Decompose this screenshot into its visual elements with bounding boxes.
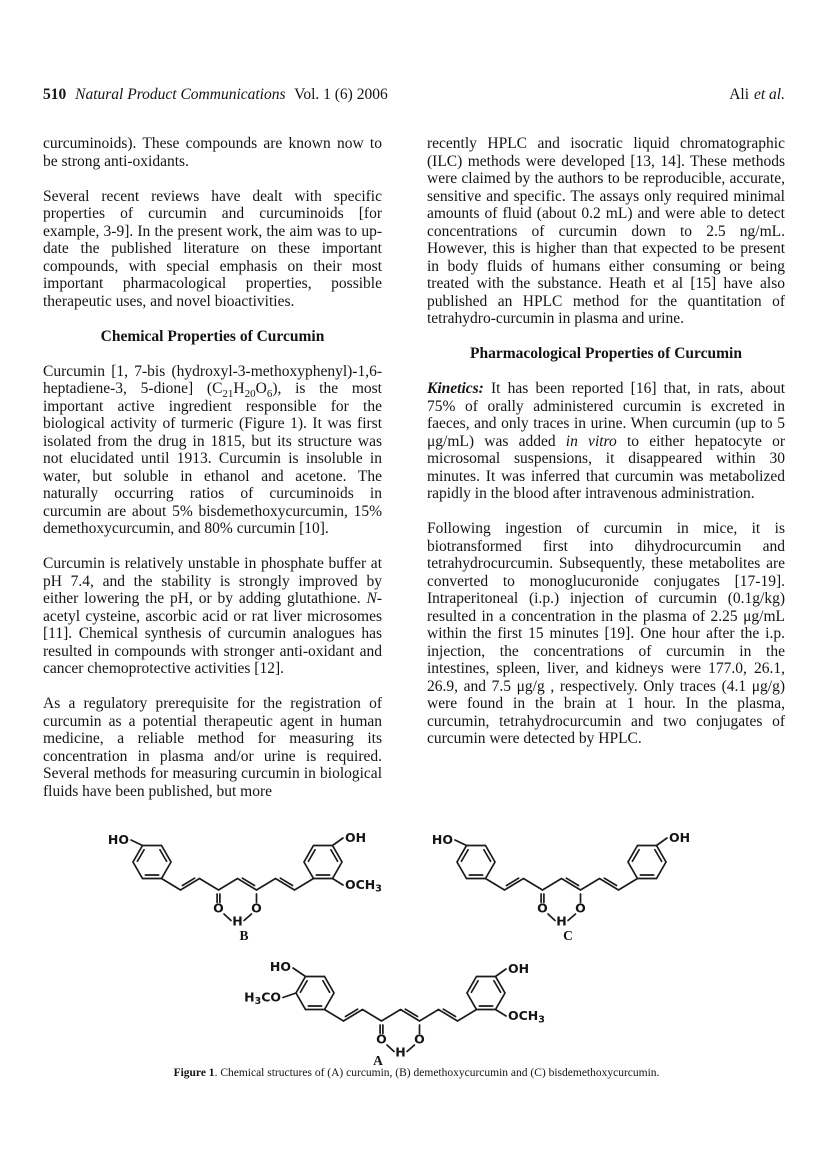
paragraph: Curcumin is relatively unstable in phosphate buffer at pH 7.4, and the stability is strongly improved by either lowering the pH, or by adding glutathione. N-acetyl cysteine, ascorbic acid or rat liver microsomes [11]. Chemical synthesis of curcumin analogues has resulted in compounds with stronger anti-oxidant and cancer chemoprotective activities [12]. — [43, 555, 382, 677]
structure-c-diagram — [428, 816, 738, 946]
volume-info: Vol. 1 (6) 2006 — [294, 86, 388, 103]
figure-caption-text: . Chemical structures of (A) curcumin, (B) demethoxycurcumin and (C) bisdemethoxycurcumin. — [214, 1067, 660, 1079]
oh-label: OH — [345, 830, 367, 845]
section-heading-pharmacological-properties: Pharmacological Properties of Curcumin — [470, 345, 742, 362]
structure-a-letter: A — [373, 1053, 383, 1068]
ho-label: HO — [107, 832, 129, 847]
figure-caption — [0, 1066, 833, 1080]
page-number: 510 — [43, 86, 67, 103]
methoxy-bond — [333, 879, 344, 886]
methoxy-bond — [496, 1010, 507, 1017]
header-left — [43, 86, 388, 103]
structure-b-letter: B — [239, 928, 249, 943]
ho-label: HO — [269, 959, 291, 974]
author-name: Ali — [729, 86, 749, 103]
header-right — [729, 86, 785, 103]
paragraph: curcuminoids). These compounds are known now to be strong anti-oxidants. — [43, 135, 382, 170]
ho-label: HO — [431, 832, 453, 847]
phenol-bond — [293, 968, 306, 977]
page-header — [43, 86, 785, 103]
h3co-label: $H_3CO$ — [244, 989, 281, 1007]
figure-caption-number: Figure 1 — [173, 1067, 215, 1079]
paragraph: Curcumin [1, 7-bis (hydroxyl-3-methoxyphenyl)-1,6-heptadiene-3, 5-dione] $(C_{21}H_{20}O_6)$, is the most important active ingredient responsible for the biological activity of turmeric (Figure 1). It was first isolated from the drug in 1815, but its structure was not elucidated until 1913. Curcumin is insoluble in water, but soluble in ethanol and acetone. The naturally occurring ratios of curcuminoids in curcumin are about 5% bisdemethoxycurcumin, 15% demethoxycurcumin, and 80% curcumin [10]. — [43, 362, 382, 537]
left-column — [43, 135, 382, 818]
paragraph: recently HPLC and isocratic liquid chromatographic (ILC) methods were developed [13, 14]. These methods were claimed by the authors to be reproducible, accurate, sensitive and specific. The assays only required minimal amounts of fluid (about 0.2 mL) and were able to detect concentrations of curcumin down to 2.5 ng/mL. However, this is higher than that expected to be present in body fluids of humans either consuming or being treated with the substance. Heath et al [15] have also published an HPLC method for the quantitation of tetrahydro-curcumin in plasma and urine. — [427, 135, 785, 327]
right-column — [427, 135, 785, 765]
paragraph: Several recent reviews have dealt with specific properties of curcumin and curcuminoids [for example, 3-9]. In the present work, the aim was to up-date the published literature on these important compounds, with special emphasis on their most important pharmacological properties, possible therapeutic uses, and novel bioactivities. — [43, 187, 382, 310]
oh-label: OH — [508, 961, 530, 976]
structure-b-diagram — [104, 816, 414, 946]
och3-label: $OCH_3$ — [345, 877, 382, 895]
methoxy-bond — [283, 993, 296, 998]
paragraph: Kinetics: It has been reported [16] that, in rats, about 75% of orally administered curcumin is excreted in faeces, and only traces in urine. When curcumin (up to 5 μg/mL) was added in vitro to either hepatocyte or microsomal suspensions, it disappeared within 30 minutes. It was inferred that curcumin was metabolized rapidly in the blood after intravenous administration. — [427, 380, 785, 502]
paragraph: Following ingestion of curcumin in mice, it is biotransformed first into dihydrocurcumin and tetrahydrocurcumin. Subsequently, these metabolites are converted to monoglucuronide conjugates [17-19]. Intraperitoneal (i.p.) injection of curcumin (0.1g/kg) resulted in a concentration in the plasma of 2.25 μg/mL within the first 15 minutes [19]. One hour after the i.p. injection, the concentrations of curcumin in the intestines, spleen, liver, and kidneys were 177.0, 26.1, 26.9, and 7.5 μg/g , respectively. Only traces (4.1 μg/g) were found in the brain at 1 hour. In the plasma, curcumin, tetrahydrocurcumin and two conjugates of curcumin were detected by HPLC. — [427, 520, 785, 747]
structure-c-letter: C — [563, 928, 573, 943]
author-etal: et al. — [754, 86, 785, 103]
paragraph: As a regulatory prerequisite for the registration of curcumin as a potential therapeutic agent in human medicine, a reliable method for measuring its concentration in plasma and/or urine is required. Several methods for measuring curcumin in biological fluids have been published, but more — [43, 695, 382, 800]
phenol-bond — [455, 840, 467, 846]
structure-a-diagram — [237, 947, 577, 1072]
journal-title: Natural Product Communications — [75, 86, 286, 103]
oh-label: OH — [669, 830, 691, 845]
phenol-bond — [131, 840, 143, 846]
phenol-bond — [496, 969, 507, 977]
phenol-bond — [657, 838, 668, 846]
och3-label: $OCH_3$ — [508, 1008, 545, 1026]
phenol-bond — [333, 838, 344, 846]
section-heading-chemical-properties: Chemical Properties of Curcumin — [100, 327, 325, 345]
